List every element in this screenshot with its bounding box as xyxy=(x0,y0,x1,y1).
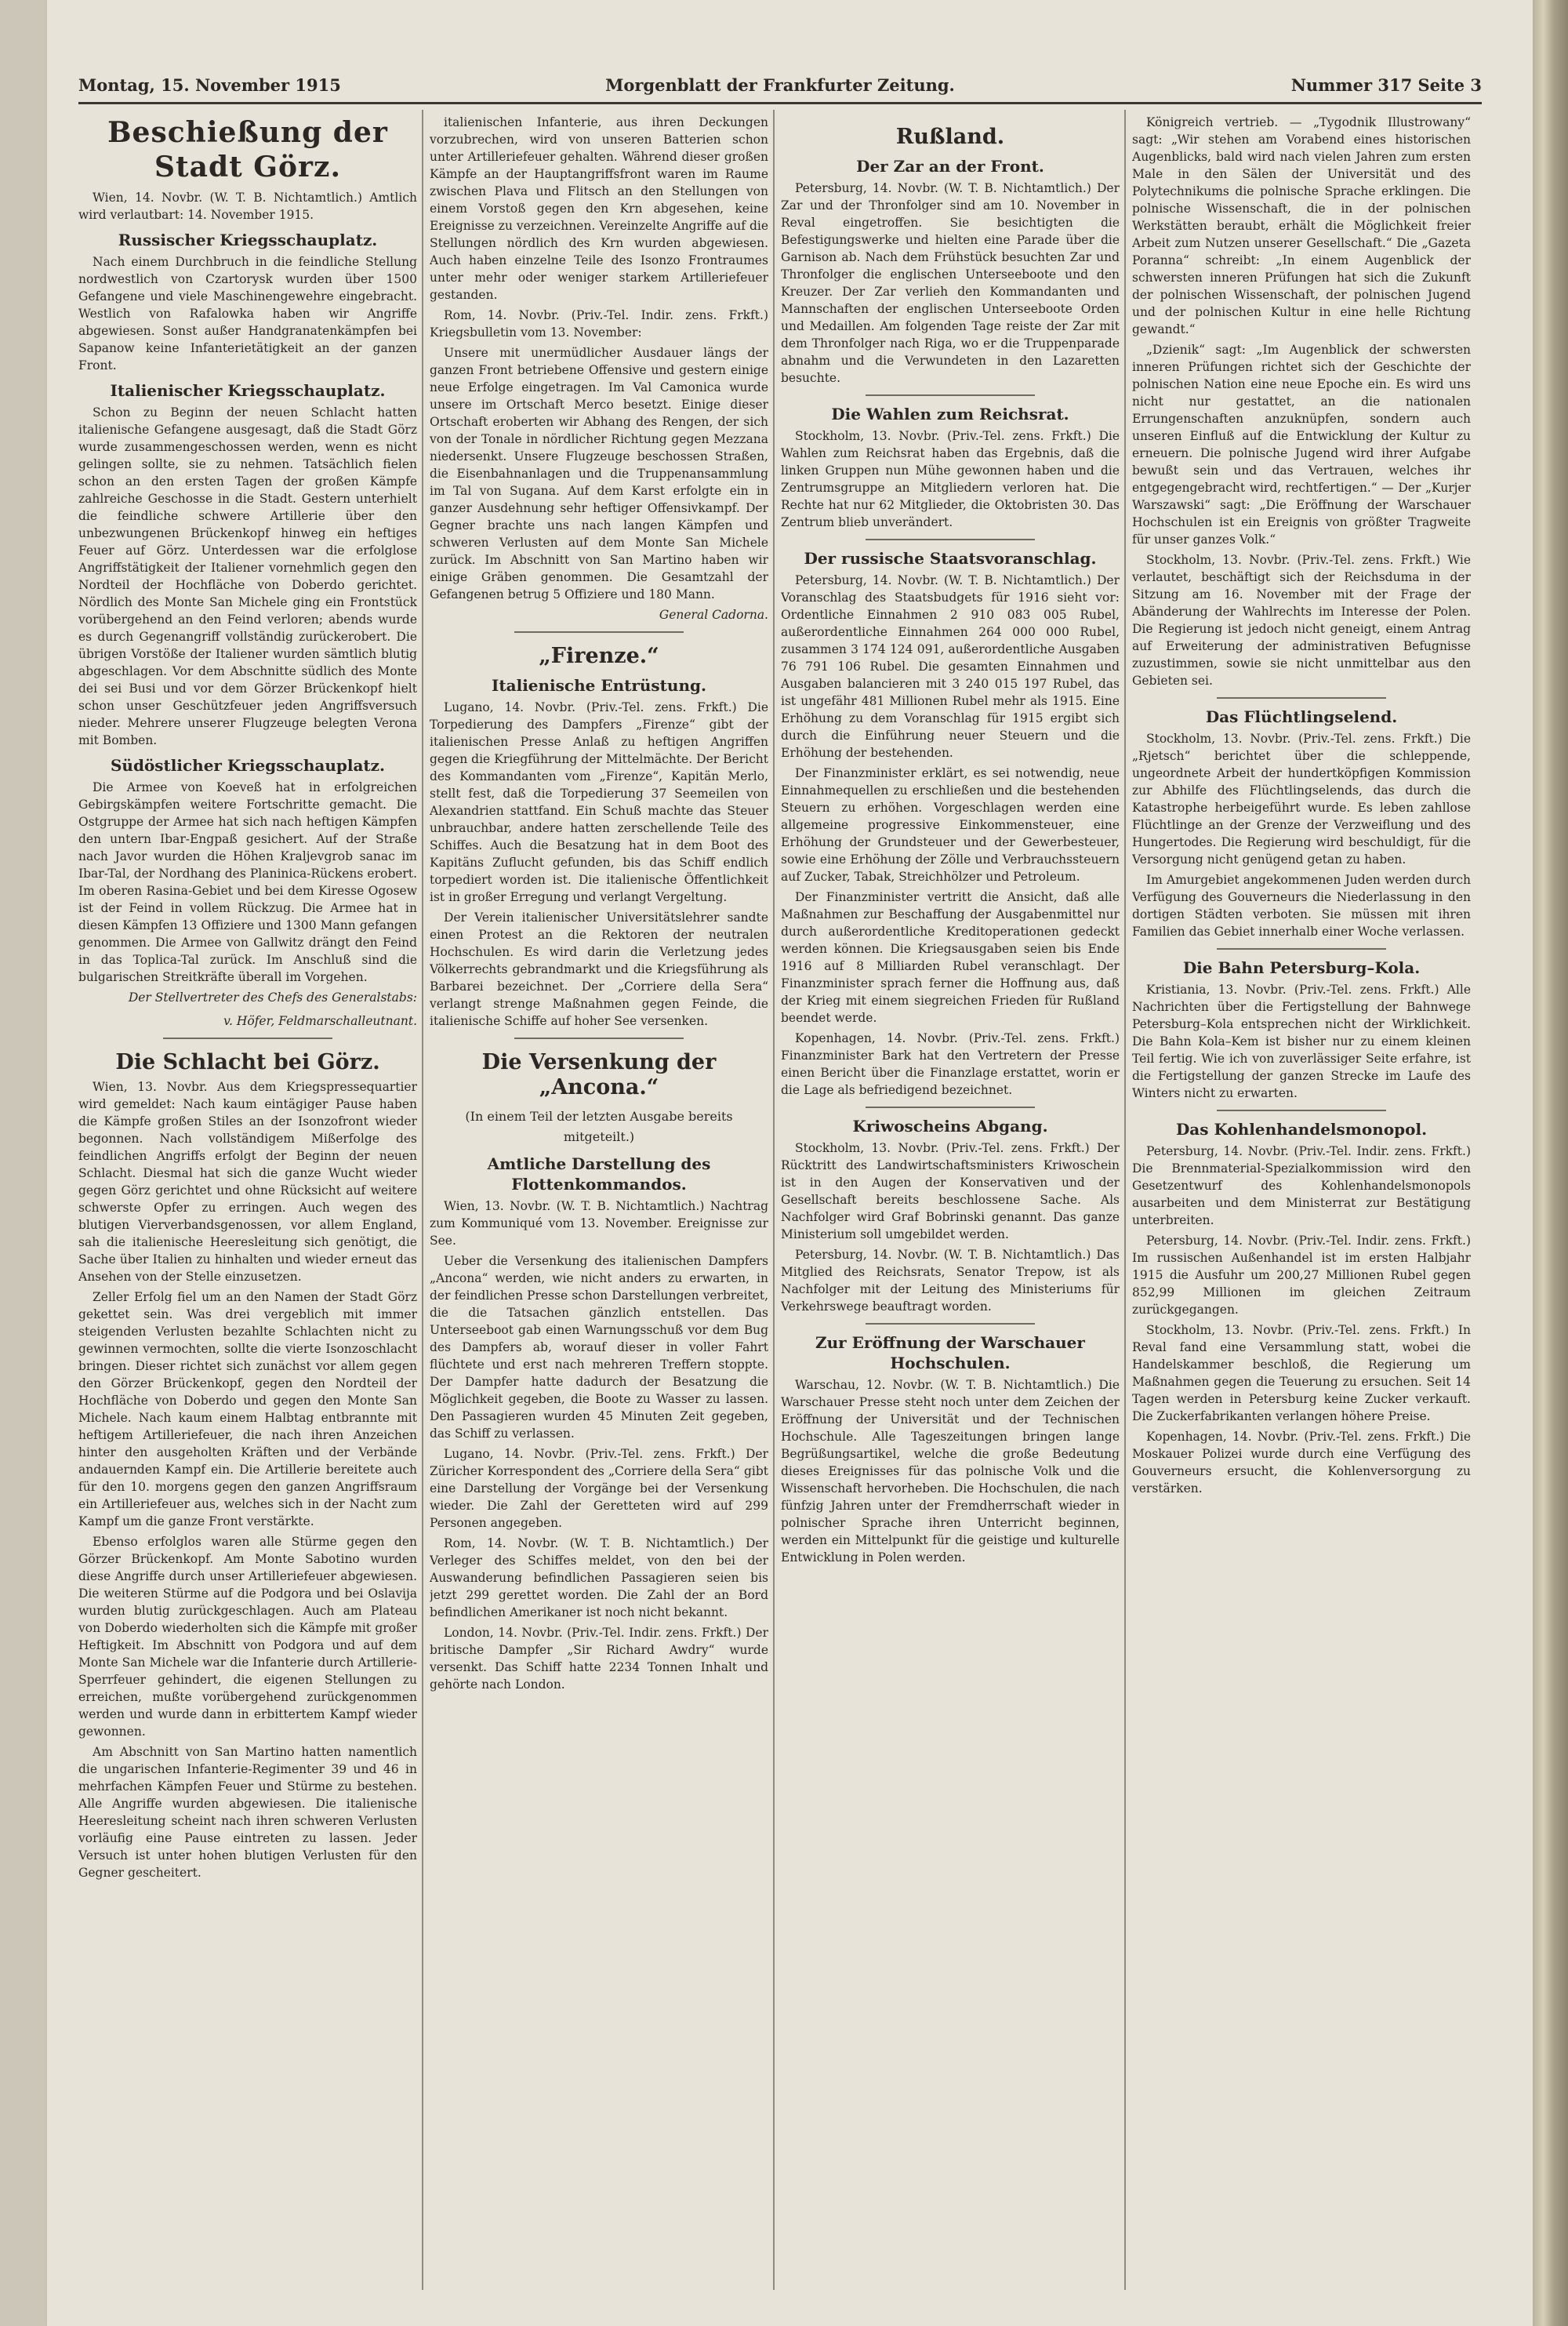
column-rule xyxy=(773,110,775,2290)
article-paragraph: Petersburg, 14. Novbr. (W. T. B. Nichtamtlich.) Der Zar und der Thronfolger sind am 10. November in Reval eingetroffen. Sie besichtigten die Befestigungswerke und hielten eine Parade über die Garnison ab. Nach dem Frühstück besuchten Zar und Thronfolger die englischen Unterseeboote und den Kreuzer. Der Zar verlieh den Kommandanten und Mannschaften der englischen Unterseeboote Orden und Medaillen. Am folgenden Tage reiste der Zar mit dem Thronfolger nach Riga, wo er die Truppenparade abnahm und die Verwundeten in den Lazaretten besuchte. xyxy=(781,181,1120,385)
article-title: Zur Eröffnung der Warschauer Hochschulen. xyxy=(815,1333,1085,1372)
article-paragraph: London, 14. Novbr. (Priv.-Tel. Indir. zens. Frkft.) Der britische Dampfer „Sir Richard Awdry“ wurde versenkt. Das Schiff hatte 2234 Tonnen Inhalt und gehörte nach London. xyxy=(430,1626,768,1692)
article-title: Beschießung der Stadt Görz. xyxy=(107,116,388,184)
article-paragraph: Schon zu Beginn der neuen Schlacht hatten italienische Gefangene ausgesagt, daß die Stadt Görz wurde zusammengeschossen werden, wenn es nicht gelingen sollte, sie zu nehmen. Tatsächlich fielen schon an den ersten Tagen der großen Kämpfe zahlreiche Geschosse in die Stadt. Gestern unterhielt die feindliche schwere Artillerie über den unbezwungenen Brückenkopf hinweg ein heftiges Feuer auf Görz. Unterdessen war die erfolglose Angriffstätigkeit der Italiener vornehmlich gegen den Nordteil der Hochfläche von Doberdo gerichtet. Nördlich des Monte San Michele ging ein Frontstück vorübergehend an den Feind verloren; abends wurde es durch Gegenangriff vollständig zurückerobert. Die übrigen Vorstöße der Italiener wurden sämtlich blutig abgeschlagen. Vor dem Abschnitte südlich des Monte dei sei Busi und vor dem Görzer Brückenkopf hielt schon unser Geschützfeuer jeden Angriffsversuch nieder. Mehrere unserer Flugzeuge belegten Verona mit Bomben. xyxy=(78,405,417,747)
divider xyxy=(1217,697,1386,699)
article-paragraph: Am Abschnitt von San Martino hatten namentlich die ungarischen Infanterie-Regimenter 39 und 46 in mehrfachen Kämpfen Feuer und Stürme zu bestehen. Alle Angriffe wurden abgewiesen. Die italienische Heeresleitung scheint nach ihren schweren Verlusten vorläufig eine Pause eintreten zu lassen. Jeder Versuch ist unter hohen blutigen Verlusten für den Gegner gescheitert. xyxy=(78,1745,417,1880)
article-paragraph: Die Armee von Koeveß hat in erfolgreichen Gebirgskämpfen weitere Fortschritte gemacht. Die Ostgruppe der Armee hat sich nach heftigen Kämpfen den untern Ibar-Engpaß gesichert. Auf der Straße nach Javor wurden die Höhen Kraljevgrob sanac im Ibar-Tal, der Nordhang des Planinica-Rückens erobert. Im oberen Rasina-Gebiet und bei dem Kiresse Ogosew ist der Feind in vollem Rückzug. Die Armee hat in diesen Kämpfen 13 Offiziere und 1300 Mann gefangen genommen. Die Armee von Gallwitz drängt den Feind in das Toplica-Tal zurück. Im Anschluß sind die bulgarischen Streitkräfte überall im Vorgehen. xyxy=(78,780,417,984)
article-title: Die Versenkung der „Ancona.“ xyxy=(481,1050,717,1099)
divider xyxy=(514,1038,684,1039)
article-paragraph: Lugano, 14. Novbr. (Priv.-Tel. zens. Frkft.) Der Züricher Korrespondent des „Corriere della Sera“ gibt eine Darstellung der Vorgänge bei der Versenkung wieder. Die Zahl der Geretteten wird auf 299 Personen angegeben. xyxy=(430,1447,768,1530)
divider xyxy=(1217,948,1386,950)
divider xyxy=(866,539,1035,540)
masthead xyxy=(78,72,1482,104)
article-subtitle: Amtliche Darstellung des Flottenkommandos. xyxy=(487,1154,711,1194)
article-title: Die Wahlen zum Reichsrat. xyxy=(831,405,1069,423)
article-title: Das Kohlenhandelsmonopol. xyxy=(1175,1120,1428,1139)
divider xyxy=(866,1323,1035,1325)
article-paragraph: Stockholm, 13. Novbr. (Priv.-Tel. zens. Frkft.) Die Wahlen zum Reichsrat haben das Ergebnis, daß die linken Gruppen nun Mühe gewonnen haben und die Zentrumsgruppe an Mitgliedern verloren hat. Die Rechte hat nur 62 Mitglieder, die Oktobristen 30. Das Zentrum blieb unverändert. xyxy=(781,429,1120,529)
article-paragraph: Kristiania, 13. Novbr. (Priv.-Tel. zens. Frkft.) Alle Nachrichten über die Fertigstellung der Bahnwege Petersburg–Kola entsprechen nicht der Wirklichkeit. Die Bahn Kola–Kem ist bisher nur zu einem kleinen Teil fertig. Wie ich von zuverlässiger Seite erfahre, ist die Fertigstellung der ganzen Strecke im Laufe des Winters nicht zu erwarten. xyxy=(1132,983,1471,1100)
article-paragraph: Rom, 14. Novbr. (W. T. B. Nichtamtlich.) Der Verleger des Schiffes meldet, von den bei der Auswanderung befindlichen Passagieren seien bis jetzt 299 gerettet worden. Die Zahl der an Bord befindlichen Amerikaner ist noch nicht bekannt. xyxy=(430,1536,768,1619)
column-rule xyxy=(1124,110,1126,2290)
article-title: Die Schlacht bei Görz. xyxy=(115,1050,380,1074)
article-paragraph: Stockholm, 13. Novbr. (Priv.-Tel. zens. Frkft.) In Reval fand eine Versammlung statt, wobei die Handelskammer beschloß, die Regierung um Maßnahmen gegen die Teuerung zu ersuchen. Seit 14 Tagen werden in Petersburg keine Zucker verkauft. Die Zuckerfabrikanten verlangen höhere Preise. xyxy=(1132,1323,1471,1423)
article-paragraph: Stockholm, 13. Novbr. (Priv.-Tel. zens. Frkft.) Die „Rjetsch“ berichtet über die schleppende, ungeordnete Arbeit der hundertköpfigen Kommission zur Abhilfe des Flüchtlingselends, das durch die Katastrophe herbeigeführt wurde. Es leben zahllose Flüchtlinge an der Grenze der Verzweiflung und des Hungertodes. Die Regierung wird beschuldigt, für die Versorgung nicht genügend getan zu haben. xyxy=(1132,732,1471,867)
signature: v. Höfer, Feldmarschalleutnant. xyxy=(223,1014,417,1028)
article-paragraph: Stockholm, 13. Novbr. (Priv.-Tel. zens. Frkft.) Wie verlautet, beschäftigt sich der Reichsduma in der Sitzung am 16. November mit der Frage der Abänderung der Wahlrechts im Interesse der Polen. Die Regierung ist jedoch nicht geneigt, einem Antrag auf Erweiterung der administrativen Befugnisse zuzustimmen, sowie sie nicht unmittelbar aus den Gebieten sei. xyxy=(1132,553,1471,688)
column-1 xyxy=(78,114,417,2294)
section-heading: Russischer Kriegsschauplatz. xyxy=(118,231,378,249)
signature: General Cadorna. xyxy=(659,608,768,622)
article-paragraph: Nach einem Durchbruch in die feindliche Stellung nordwestlich von Czartorysk wurden über 1500 Gefangene und viele Maschinengewehre eingebracht. Westlich von Rafalowka haben wir Angriffe abgewiesen. Sonst außer Handgranatenkämpfen bei Sapanow keine Infanterietätigkeit an der ganzen Front. xyxy=(78,255,417,373)
section-title: Rußland. xyxy=(895,125,1005,149)
article-paragraph: Der Verein italienischer Universitätslehrer sandte einen Protest an die Rektoren der neutralen Hochschulen. Es wird darin die Verletzung jedes Völkerrechts gebrandmarkt und die Kriegsführung als Barbarei bezeichnet. Der „Corriere della Sera“ verlangt strenge Maßnahmen gegen Feinde, die italienische Schiffe auf hoher See versenken. xyxy=(430,910,768,1028)
article-title: „Firenze.“ xyxy=(539,644,659,668)
article-paragraph: Petersburg, 14. Novbr. (W. T. B. Nichtamtlich.) Der Voranschlag des Staatsbudgets für 1916 sieht vor: Ordentliche Einnahmen 2 910 083 005 Rubel, außerordentliche Einnahmen 264 000 000 Rubel, zusammen 3 174 124 091, außerordentliche Ausgaben 76 791 106 Rubel. Die gesamten Einnahmen und Ausgaben balancieren mit 3 240 015 197 Rubel, das ist ungefähr 481 Millionen Rubel mehr als 1915. Eine Erhöhung zu dem Voranschlag für 1915 ergibt sich durch die Einführung neuer Steuern und die Erhöhung der bestehenden. xyxy=(781,573,1120,760)
article-dateline: Rom, 14. Novbr. (Priv.-Tel. Indir. zens. Frkft.) Kriegsbulletin vom 13. November: xyxy=(430,308,768,340)
article-subtitle: Der Zar an der Front. xyxy=(856,157,1044,176)
article-paragraph: Kopenhagen, 14. Novbr. (Priv.-Tel. zens. Frkft.) Die Moskauer Polizei wurde durch eine Verfügung des Gouverneurs ersucht, die Kohlenversorgung zu verstärken. xyxy=(1132,1430,1471,1496)
column-4 xyxy=(1132,114,1471,2294)
article-paragraph: Wien, 13. Novbr. Aus dem Kriegspressequartier wird gemeldet: Nach kaum eintägiger Pause haben die Kämpfe großen Stiles an der Isonzofront wieder begonnen. Nach vollständigem Mißerfolge des feindlichen Angriffs erfolgt der Beginn der neuen Schlacht. Diesmal hat sich die ganze Wucht wieder gegen Görz gerichtet und ohne Rücksicht auf weitere schwerste Opfer zu erringen. Auch wegen des blutigen Vierverbandsgenossen, vor allem England, sah die italienische Heeresleitung sich genötigt, die Sache über Italien zu hinhalten und wieder erneut das Ansehen von der Stelle einzusetzen. xyxy=(78,1080,417,1284)
article-title: Die Bahn Petersburg–Kola. xyxy=(1182,958,1421,977)
divider xyxy=(514,631,684,633)
article-title: Das Flüchtlingselend. xyxy=(1205,707,1398,726)
article-dateline: Wien, 14. Novbr. (W. T. B. Nichtamtlich.) Amtlich wird verlautbart: 14. November 1915. xyxy=(78,191,417,222)
article-paragraph: Königreich vertrieb. — „Tygodnik Illustrowany“ sagt: „Wir stehen am Vorabend eines historischen Augenblicks, bald wird nach vielen Jahren zum ersten Male in den Sälen der Universität und des Polytechnikums die polnische Sprache erklingen. Die polnische Wissenschaft, die in der polnischen Werkstätten beraubt, erhält die Möglichkeit freier Arbeit zum Nutzen unserer Gesellschaft.“ Die „Gazeta Poranna“ schreibt: „In einem Augenblick der schwersten inneren Prüfungen hat sich die Zukunft der polnischen Wissenschaft, der polnischen Jugend und der polnischen Kultur in eine helle Richtung gewandt.“ xyxy=(1132,115,1471,336)
article-title: Kriwoscheins Abgang. xyxy=(852,1117,1048,1136)
article-paragraph: Kopenhagen, 14. Novbr. (Priv.-Tel. zens. Frkft.) Finanzminister Bark hat den Vertretern der Presse einen Bericht über die Finanzlage erstattet, worin er die Lage als befriedigend bezeichnet. xyxy=(781,1031,1120,1097)
article-title: Der russische Staatsvoranschlag. xyxy=(804,549,1097,568)
article-paragraph: Der Finanzminister erklärt, es sei notwendig, neue Einnahmequellen zu erschließen und die bestehenden Steuern zu erhöhen. Vorgeschlagen werden eine allgemeine progressive Einkommensteuer, eine Erhöhung der Grundsteuer und der Gewerbesteuer, sowie eine Erhöhung der Zölle und Verbrauchssteuern auf Zucker, Tabak, Streichhölzer und Petroleum. xyxy=(781,766,1120,884)
column-3 xyxy=(781,114,1120,2294)
article-note: (In einem Teil der letzten Ausgabe bereits mitgeteilt.) xyxy=(465,1109,733,1144)
column-rule xyxy=(422,110,423,2290)
article-paragraph: Petersburg, 14. Novbr. (Priv.-Tel. Indir. zens. Frkft.) Im russischen Außenhandel ist im ersten Halbjahr 1915 die Ausfuhr um 200,27 Millionen Rubel gegen 852,99 Millionen im gleichen Zeitraum zurückgegangen. xyxy=(1132,1234,1471,1317)
article-paragraph: Lugano, 14. Novbr. (Priv.-Tel. zens. Frkft.) Die Torpedierung des Dampfers „Firenze“ gibt der italienischen Presse Anlaß zu heftigen Angriffen gegen die Kriegführung der Mittelmächte. Der Bericht des Kommandanten vom „Firenze“, Kapitän Merlo, stellt fest, daß die Torpedierung 37 Seemeilen von Alexandrien stattfand. Ein Schuß machte das Steuer unbrauchbar, andere hatten zerschellende Teile des Schiffes. Auch die Besatzung hat in dem Boot des Kapitäns Zuflucht gefunden, bis das Schiff endlich torpediert worden ist. Die italienische Öffentlichkeit ist in großer Erregung und verlangt Vergeltung. xyxy=(430,700,768,904)
article-subtitle: Italienische Entrüstung. xyxy=(492,676,706,695)
article-paragraph: Stockholm, 13. Novbr. (Priv.-Tel. zens. Frkft.) Der Rücktritt des Landwirtschaftsministers Kriwoschein ist in den Augen der Konservativen und der Gesellschaft bereits beschlossene Sache. Als Nachfolger wird Graf Bobrinski genannt. Das ganze Ministerium soll umgebildet werden. xyxy=(781,1141,1120,1241)
article-paragraph: Ebenso erfolglos waren alle Stürme gegen den Görzer Brückenkopf. Am Monte Sabotino wurden diese Angriffe durch unser Artilleriefeuer abgewiesen. Die weiteren Stürme auf die Podgora und bei Oslavija wurden blutig zurückgeschlagen. Auch am Plateau von Doberdo wiederholten sich die Kämpfe mit großer Heftigkeit. Im Abschnitt von Podgora und auf dem Monte San Michele war die Infanterie durch Artillerie-Sperrfeuer gehindert, die eigenen Stellungen zu erreichen, mußte vorübergehend zurückgenommen werden und wurde dann in erbittertem Kampf wieder gewonnen. xyxy=(78,1535,417,1739)
article-paragraph: Ueber die Versenkung des italienischen Dampfers „Ancona“ werden, wie nicht anders zu erwarten, in der feindlichen Presse schon Darstellungen verbreitet, die die Tatsachen gänzlich entstellen. Das Unterseeboot gab einen Warnungsschuß vor dem Bug des Dampfers ab, worauf dieser in voller Fahrt flüchtete und erst nach mehreren Treffern stoppte. Der Dampfer hatte dadurch der Besatzung die Möglichkeit gegeben, die Boote zu Wasser zu lassen. Den Passagieren wurden 45 Minuten Zeit gegeben, das Schiff zu verlassen. xyxy=(430,1254,768,1441)
article-paragraph: „Dzienik“ sagt: „Im Augenblick der schwersten inneren Prüfungen richtet sich der Geschichte der polnischen Nation eine neue Epoche ein. Es wird uns nicht nur gestattet, an die nationalen Errungenschaften anzuknüpfen, sondern auch unseren Einfluß auf die Entwicklung der Kultur zu erneuern. Die polnische Jugend wird ihrer Aufgabe bewußt sein und das Vertrauen, welches ihr entgegengebracht wird, rechtfertigen.“ — Der „Kurjer Warszawski“ sagt: „Die Eröffnung der Warschauer Hochschulen ist ein Ereignis von größter Tragweite für unser ganzes Volk.“ xyxy=(1132,343,1471,547)
signature: Der Stellvertreter des Chefs des Generalstabs: xyxy=(128,990,417,1005)
masthead-page-number: Nummer 317 Seite 3 xyxy=(1290,75,1482,95)
section-heading: Italienischer Kriegsschauplatz. xyxy=(110,381,386,400)
divider xyxy=(866,394,1035,396)
masthead-paper-name: Morgenblatt der Frankfurter Zeitung. xyxy=(605,75,955,95)
article-paragraph: Warschau, 12. Novbr. (W. T. B. Nichtamtlich.) Die Warschauer Presse steht noch unter dem Zeichen der Eröffnung der Universität und der Technischen Hochschule. Alle Tageszeitungen bringen lange Begrüßungsartikel, welche die große Bedeutung dieses Ereignisses für das polnische Volk und die Wissenschaft hervorheben. Die Hochschulen, die nach fünfzig Jahren unter der Fremdherrschaft wieder in polnischer Sprache ihren Unterricht beginnen, werden ein Mittelpunkt für die geistige und kulturelle Entwicklung in Polen werden. xyxy=(781,1378,1120,1565)
page-edge xyxy=(1533,0,1568,2326)
divider xyxy=(163,1038,332,1039)
article-paragraph: Petersburg, 14. Novbr. (W. T. B. Nichtamtlich.) Das Mitglied des Reichsrats, Senator Trepow, ist als Nachfolger mit der Leitung des Ministeriums für Verkehrswege beauftragt worden. xyxy=(781,1248,1120,1314)
article-paragraph: Der Finanzminister vertritt die Ansicht, daß alle Maßnahmen zur Beschaffung der Ausgabenmittel nur durch außerordentliche Kreditoperationen gedeckt werden können. Die Kriegsausgaben seien bis Ende 1916 auf 8 Milliarden Rubel veranschlagt. Der Finanzminister sprach ferner die Hoffnung aus, daß der Krieg mit einem siegreichen Frieden für Rußland beendet werde. xyxy=(781,890,1120,1025)
article-paragraph: Unsere mit unermüdlicher Ausdauer längs der ganzen Front betriebene Offensive und gestern einige neue Erfolge eingetragen. Im Val Camonica wurde unsere im Ortschaft Merco besetzt. Einige dieser Ortschaft eroberten wir Abhang des Rengen, der sich von der Tonale in nördlicher Richtung gegen Mezzana niedersenkt. Unsere Flugzeuge beschossen Straßen, die Eisenbahnanlagen und die Truppenansammlung im Tal von Sugana. Auf dem Karst erfolgte ein in ganzer Ausdehnung sehr heftiger Offensivkampf. Der Gegner brachte uns nach langen Kämpfen und schweren Verlusten auf dem Monte San Michele zurück. Im Abschnitt von San Martino haben wir einige Gräben genommen. Die Gesamtzahl der Gefangenen betrug 5 Offiziere und 180 Mann. xyxy=(430,346,768,601)
divider xyxy=(1217,1110,1386,1111)
column-2 xyxy=(430,114,768,2294)
masthead-date: Montag, 15. November 1915 xyxy=(78,75,341,95)
article-paragraph: Im Amurgebiet angekommenen Juden werden durch Verfügung des Gouverneurs die Niederlassung in den dortigen Städten verboten. Sie müssen mit ihren Familien das Gebiet innerhalb einer Woche verlassen. xyxy=(1132,873,1471,939)
section-heading: Südöstlicher Kriegsschauplatz. xyxy=(110,756,385,775)
divider xyxy=(866,1107,1035,1108)
article-paragraph: Zeller Erfolg fiel um an den Namen der Stadt Görz gekettet sein. Was drei vergeblich mit immer steigenden Verlusten bezahlte Schlachten nicht zu gewinnen vermochten, sollte die vierte Isonzoschlacht bringen. Dieser richtet sich zunächst vor allem gegen den Görzer Brückenkopf, gegen den Nordteil der Hochfläche von Doberdo und gegen den Monte San Michele. Nach kaum einem Halbtag entbrannte mit heftigem Artilleriefeuer, die nach ihren Anzeichen hinter den ausgeholten Kräften und der Verbände andauernden Kampf ein. Die Artillerie bereitete auch für den 10. morgens gegen den ganzen Angriffsraum ein Artilleriefeuer aus, welches sich in der Nacht zum Kampf um die ganze Front verstärkte. xyxy=(78,1290,417,1528)
article-paragraph: Petersburg, 14. Novbr. (Priv.-Tel. Indir. zens. Frkft.) Die Brennmaterial-Spezialkommission wird den Gesetzentwurf des Kohlenhandelsmonopols ausarbeiten und dem Ministerrat zur Bestätigung unterbreiten. xyxy=(1132,1144,1471,1227)
article-paragraph: italienischen Infanterie, aus ihren Deckungen vorzubrechen, wird von unseren Batterien schon unter Artilleriefeuer gehalten. Während dieser großen Kämpfe an der Hauptangriffsfront waren im Raume zwischen Plava und Flitsch an den Stellungen von einem Vorstoß gegen den Krn abgesehen, keine Ereignisse zu verzeichnen. Vereinzelte Angriffe auf die Stellungen nördlich des Krn wurden abgewiesen. Auch haben einzelne Teile des Isonzo Frontraumes unter mehr oder weniger starkem Artilleriefeuer gestanden. xyxy=(430,115,768,302)
article-paragraph: Wien, 13. Novbr. (W. T. B. Nichtamtlich.) Nachtrag zum Kommuniqué vom 13. November. Ereignisse zur See. xyxy=(430,1199,768,1248)
